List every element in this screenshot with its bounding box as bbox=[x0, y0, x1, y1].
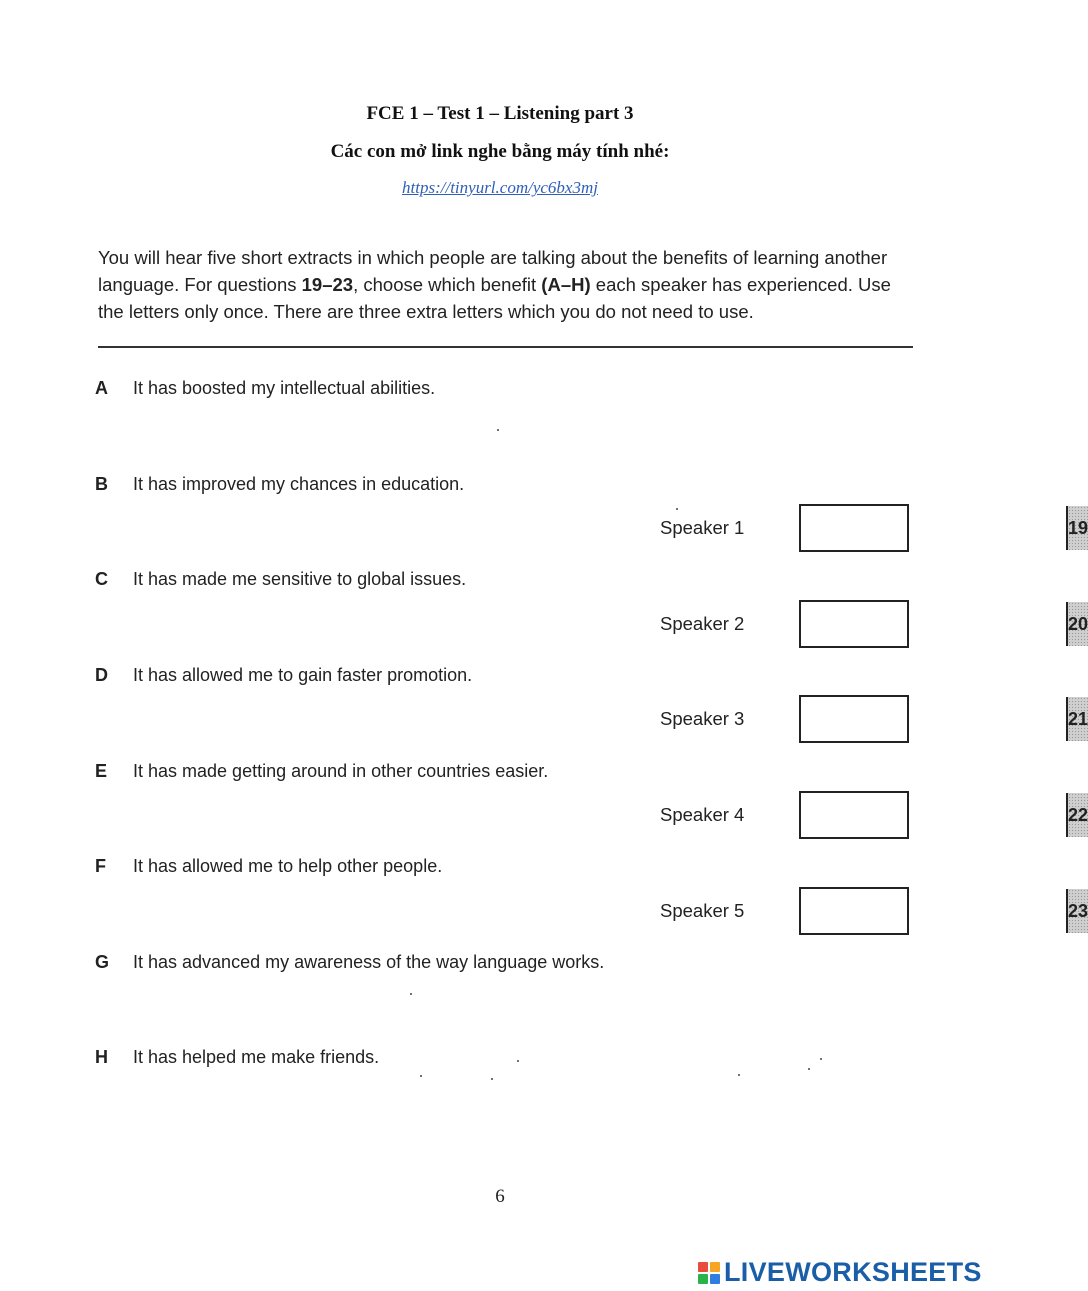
logo-square-blue bbox=[710, 1274, 720, 1284]
option-d bbox=[95, 665, 472, 686]
question-number-20: 20 bbox=[1066, 602, 1088, 646]
audio-link[interactable]: https://tinyurl.com/yc6bx3mj bbox=[402, 178, 598, 197]
option-letter: G bbox=[95, 952, 110, 972]
speaker-3-answer-input[interactable] bbox=[801, 697, 1066, 741]
instructions-text-2: , choose which benefit bbox=[353, 274, 542, 295]
option-letter: E bbox=[95, 761, 108, 781]
divider-line bbox=[98, 346, 913, 348]
option-text: It has boosted my intellectual abilities. bbox=[133, 378, 436, 398]
instructions-text-3: each speaker has experienced. Use the letters only once. There are three extra letters which you do not need to use. bbox=[98, 274, 891, 322]
option-text: It has improved my chances in education. bbox=[133, 474, 465, 494]
instructions-text-1: You will hear five short extracts in which people are talking about the benefits of learning another language. For questions bbox=[98, 247, 888, 295]
speaker-1-answer-box bbox=[799, 504, 1088, 552]
option-text: It has allowed me to help other people. bbox=[133, 856, 443, 876]
question-number-22: 22 bbox=[1066, 793, 1088, 837]
option-a bbox=[95, 378, 435, 399]
letter-range: (A–H) bbox=[541, 274, 591, 295]
option-f bbox=[95, 856, 442, 877]
speaker-4-label: Speaker 4 bbox=[660, 804, 745, 825]
option-letter: B bbox=[95, 474, 108, 494]
speaker-2-label: Speaker 2 bbox=[660, 613, 745, 634]
question-number-23: 23 bbox=[1066, 889, 1088, 933]
speaker-2-answer-input[interactable] bbox=[801, 602, 1066, 646]
logo-square-red bbox=[698, 1262, 708, 1272]
liveworksheets-logo-icon bbox=[698, 1262, 720, 1284]
logo-square-green bbox=[698, 1274, 708, 1284]
option-e bbox=[95, 761, 548, 782]
scan-speck bbox=[676, 508, 678, 510]
logo-square-orange bbox=[710, 1262, 720, 1272]
scan-speck bbox=[497, 429, 499, 431]
option-c bbox=[95, 569, 466, 590]
instructions bbox=[98, 244, 918, 325]
scan-speck bbox=[820, 1058, 822, 1060]
option-letter: F bbox=[95, 856, 106, 876]
page-number: 6 bbox=[495, 1186, 505, 1207]
option-h bbox=[95, 1047, 379, 1068]
liveworksheets-brand-text: LIVEWORKSHEETS bbox=[724, 1257, 982, 1287]
liveworksheets-logo[interactable] bbox=[698, 1257, 982, 1288]
question-range: 19–23 bbox=[301, 274, 354, 295]
option-letter: H bbox=[95, 1047, 108, 1067]
question-number-21: 21 bbox=[1066, 697, 1088, 741]
speaker-3-answer-box bbox=[799, 695, 1088, 743]
option-g bbox=[95, 952, 604, 973]
option-text: It has helped me make friends. bbox=[133, 1047, 380, 1067]
scan-speck bbox=[420, 1075, 422, 1077]
option-text: It has made me sensitive to global issues. bbox=[133, 569, 467, 589]
scan-speck bbox=[808, 1068, 810, 1070]
scan-speck bbox=[517, 1060, 519, 1062]
speaker-1-label: Speaker 1 bbox=[660, 517, 745, 538]
speaker-4-answer-box bbox=[799, 791, 1088, 839]
option-text: It has made getting around in other countries easier. bbox=[133, 761, 549, 781]
scan-speck bbox=[738, 1074, 740, 1076]
scan-speck bbox=[410, 993, 412, 995]
option-letter: D bbox=[95, 665, 108, 685]
option-letter: C bbox=[95, 569, 108, 589]
speaker-5-label: Speaker 5 bbox=[660, 900, 745, 921]
speaker-2-answer-box bbox=[799, 600, 1088, 648]
option-letter: A bbox=[95, 378, 108, 398]
speaker-3-label: Speaker 3 bbox=[660, 708, 745, 729]
speaker-5-answer-input[interactable] bbox=[801, 889, 1066, 933]
speaker-1-answer-input[interactable] bbox=[801, 506, 1066, 550]
worksheet-title: FCE 1 – Test 1 – Listening part 3 bbox=[366, 103, 634, 124]
option-b bbox=[95, 474, 464, 495]
option-text: It has advanced my awareness of the way language works. bbox=[133, 952, 605, 972]
question-number-19: 19 bbox=[1066, 506, 1088, 550]
speaker-4-answer-input[interactable] bbox=[801, 793, 1066, 837]
speaker-5-answer-box bbox=[799, 887, 1088, 935]
worksheet-subtitle: Các con mở link nghe bằng máy tính nhé: bbox=[330, 141, 670, 162]
scan-speck bbox=[491, 1078, 493, 1080]
option-text: It has allowed me to gain faster promotion. bbox=[133, 665, 473, 685]
